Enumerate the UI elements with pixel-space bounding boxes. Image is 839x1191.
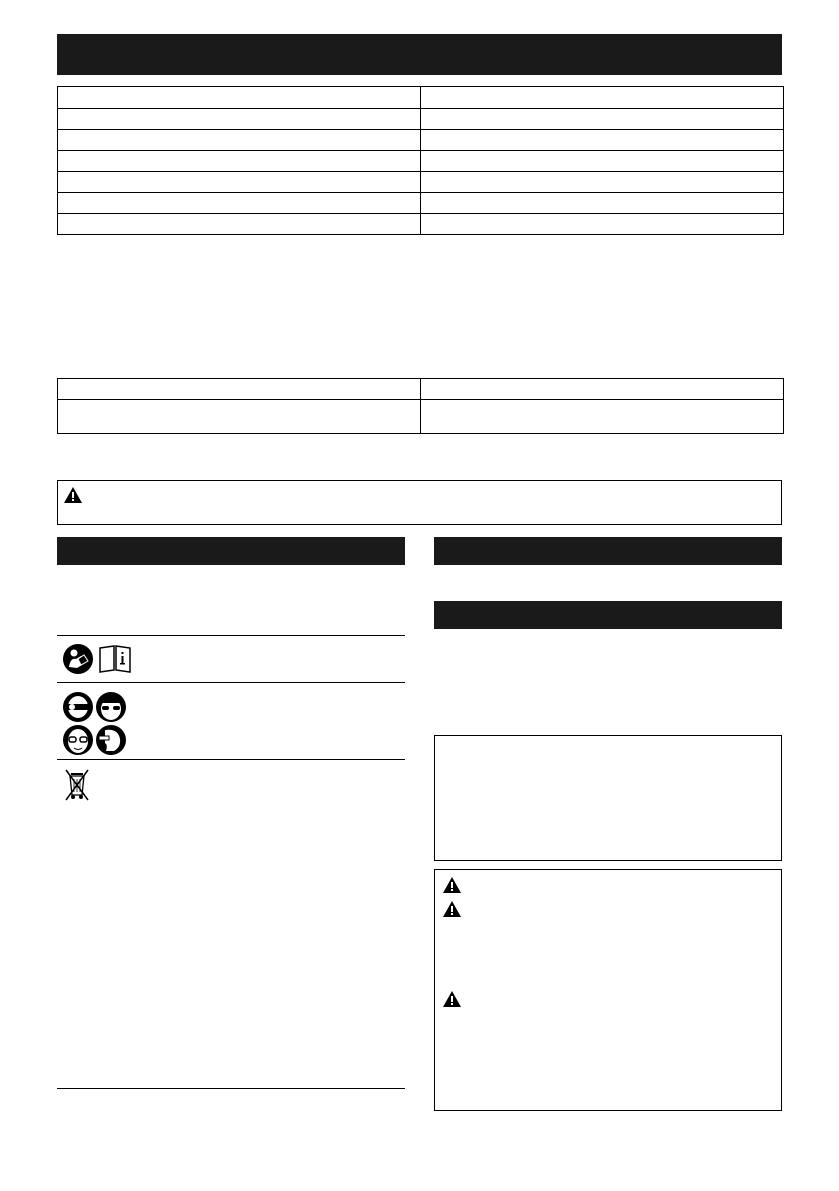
table-cell [58, 172, 421, 193]
warnings-box [434, 869, 782, 1111]
table-cell [421, 151, 784, 172]
top-banner [57, 34, 782, 75]
goggles-icon [96, 692, 126, 727]
right-section-heading-2 [434, 601, 782, 629]
table-row [58, 172, 784, 193]
warning-triangle-icon [443, 877, 461, 893]
table-cell [421, 109, 784, 130]
symbol-row-ppe [57, 683, 405, 759]
table-cell [421, 172, 784, 193]
info-book-icon [99, 645, 131, 678]
safety-glasses-icon [96, 725, 126, 760]
table-row [58, 214, 784, 235]
warning-triangle-icon [64, 487, 82, 503]
warning-triangle-icon [443, 901, 461, 917]
table-cell [421, 87, 784, 109]
right-section-heading-1 [434, 537, 782, 565]
warning-triangle-icon [443, 991, 461, 1007]
table-row [58, 379, 784, 400]
face-shield-icon [63, 725, 93, 760]
left-section-heading [57, 537, 405, 565]
table-cell [58, 109, 421, 130]
table-row [58, 130, 784, 151]
table-row [58, 193, 784, 214]
table-cell [58, 400, 421, 434]
table-cell [58, 87, 421, 109]
table-cell [421, 193, 784, 214]
table-cell [421, 214, 784, 235]
table-row [58, 87, 784, 109]
right-section-heading-2-text [434, 607, 442, 622]
spec-table-2 [57, 378, 784, 434]
ear-protection-icon [63, 692, 93, 727]
table-row [58, 109, 784, 130]
symbol-row-manual [57, 636, 405, 682]
warning-box [57, 480, 782, 525]
right-section-heading-1-text [434, 543, 442, 558]
table-cell [421, 130, 784, 151]
symbol-row-disposal [57, 760, 405, 1088]
spec-table-1 [57, 86, 784, 235]
divider [57, 1088, 405, 1089]
table-row [58, 400, 784, 434]
table-cell [58, 193, 421, 214]
table-cell [58, 379, 421, 400]
table-cell [421, 400, 784, 434]
notice-box [434, 735, 782, 861]
table-cell [58, 130, 421, 151]
table-cell [58, 214, 421, 235]
read-manual-icon [63, 644, 93, 679]
table-cell [58, 151, 421, 172]
table-row [58, 151, 784, 172]
top-banner-title [57, 46, 65, 62]
crossed-bin-icon [64, 767, 90, 806]
left-section-heading-text [57, 543, 65, 558]
table-cell [421, 379, 784, 400]
